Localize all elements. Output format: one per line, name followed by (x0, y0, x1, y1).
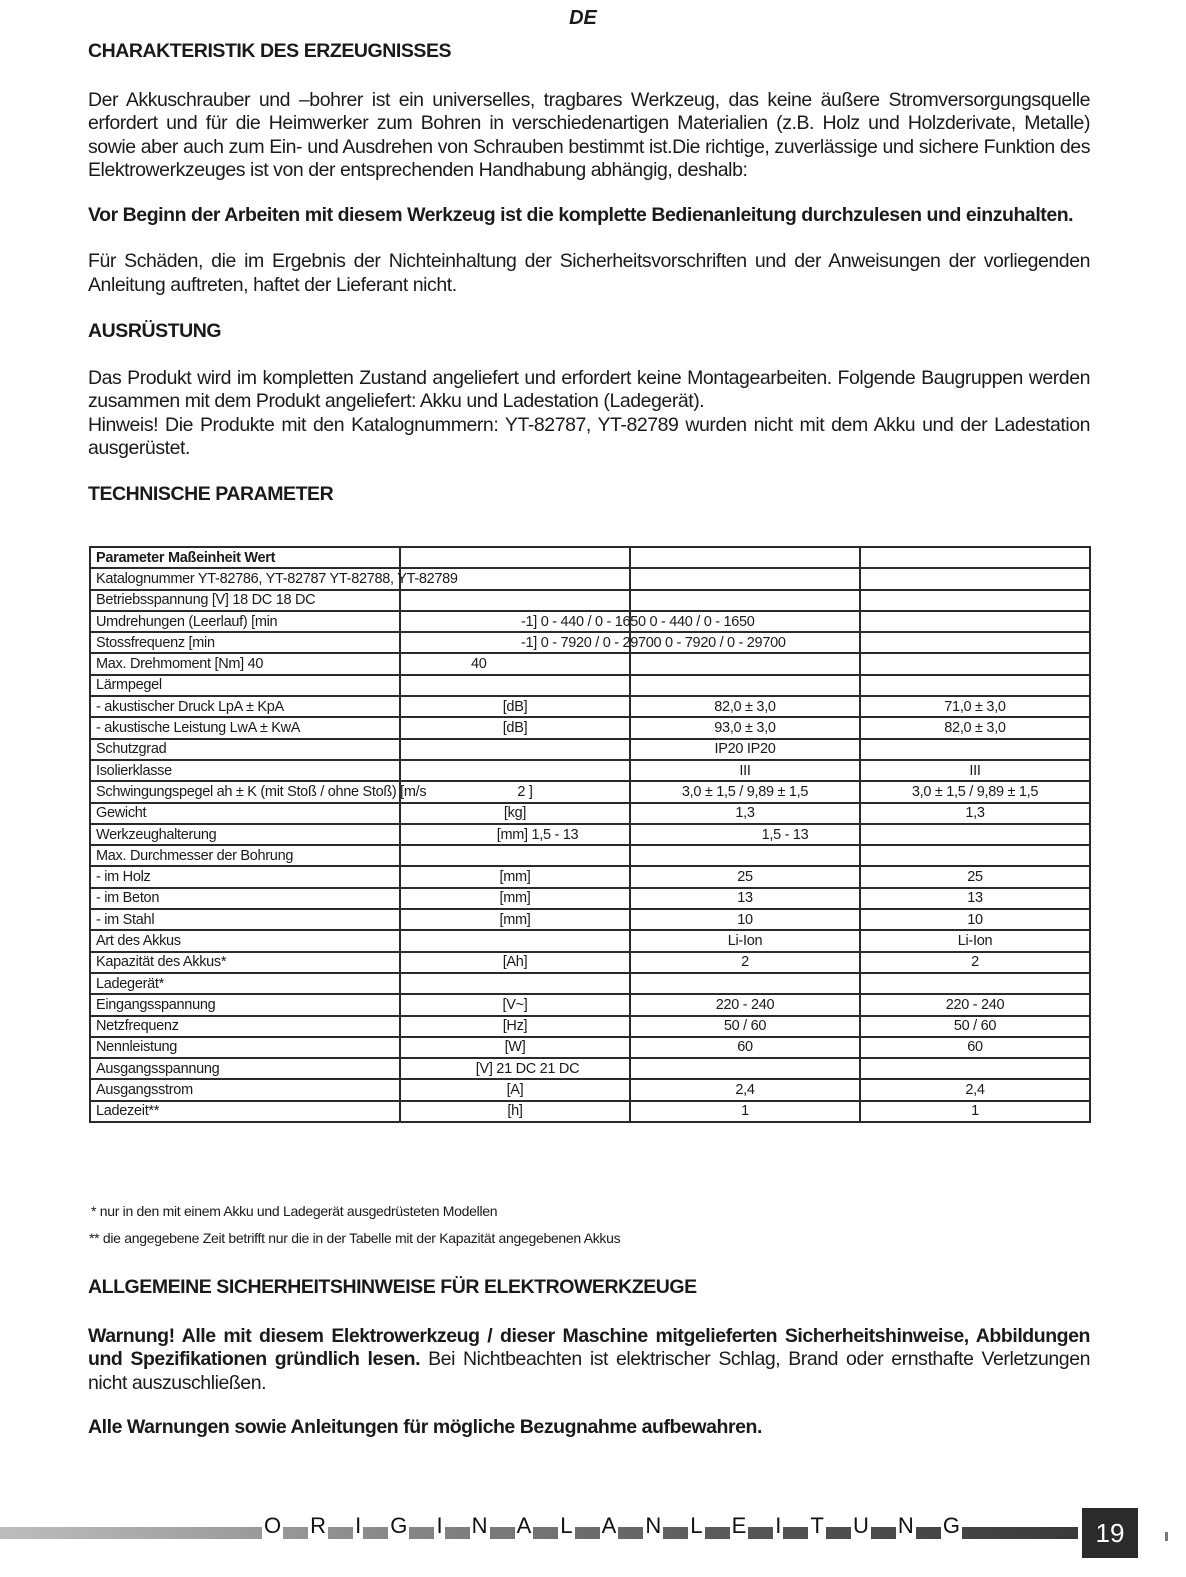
table-row: Isolierklasse III III (90, 760, 1090, 781)
table-row (90, 568, 1090, 589)
body-content (88, 40, 1090, 506)
impact-label: Stossfrequenz [min (90, 632, 400, 653)
table-row (90, 547, 1090, 568)
table-row (90, 590, 1090, 611)
table-header-cell: Parameter Maßeinheit Wert (90, 547, 400, 568)
language-tag: DE (569, 7, 597, 29)
footer-letter: E (731, 1513, 747, 1538)
torque-label: Max. Drehmoment [Nm] 40 (90, 653, 400, 674)
table-row: Eingangsspannung [V~] 220 - 240 220 - 240 (90, 994, 1090, 1015)
heading-characteristics: CHARAKTERISTIK DES ERZEUGNISSES (88, 40, 452, 62)
table-row: - im Stahl [mm] 10 10 (90, 909, 1090, 930)
table-row: Schwingungspegel ah ± K (mit Stoß / ohne Stoß) [m/s 2 ] 3,0 ± 1,5 / 9,89 ± 1,5 3,0 ± 1,5 / 9,89 ± 1,5 (90, 781, 1090, 802)
table-row: Max. Durchmesser der Bohrung (90, 845, 1090, 866)
footer-letter: N (471, 1513, 488, 1538)
footer-letter: R (310, 1513, 327, 1538)
table-row: - im Holz [mm] 25 25 (90, 866, 1090, 887)
table-row: Werkzeughalterung [mm] 1,5 - 13 1,5 - 13 (90, 824, 1090, 845)
safety-warning-bold: Warnung! Alle mit diesem Elektrowerkzeug / dieser Maschine mitgelieferten Sicherheitshinweise, Abbildungen und Spezifikationen gründlich lesen. (88, 1324, 1090, 1370)
liability-paragraph: Für Schäden, die im Ergebnis der Nichteinhaltung der Sicherheitsvorschriften und der Anweisungen der vorliegenden Anleitung auftreten, haftet der Lieferant nicht. (88, 250, 1090, 296)
safety-warning-rest: Bei Nichtbeachten ist elektrischer Schlag, Brand oder ernsthafte Verletzungen nicht auszuschließen. (88, 1348, 1090, 1394)
table-row (90, 611, 1090, 632)
impact-values: -1] 0 - 7920 / 0 - 29700 0 - 7920 / 0 - 29700 (521, 634, 786, 651)
keep-instructions-note: Alle Warnungen sowie Anleitungen für mögliche Bezugnahme aufbewahren. (88, 1416, 762, 1438)
safety-content (88, 1276, 1090, 1440)
table-row: Ausgangsspannung [V] 21 DC 21 DC (90, 1058, 1090, 1079)
catalog-row: Katalognummer YT-82786, YT-82787 YT-82788, YT-82789 (90, 568, 400, 589)
footer-letter: A (516, 1513, 532, 1538)
torque-value: 40 (400, 653, 630, 674)
safety-warning (88, 1325, 1090, 1396)
footer-letter: I (775, 1513, 782, 1538)
footer-letter: T (810, 1513, 824, 1538)
edge-mark (1165, 1532, 1168, 1541)
table-row (90, 675, 1090, 696)
table-row: Netzfrequenz [Hz] 50 / 60 50 / 60 (90, 1016, 1090, 1037)
speed-values: -1] 0 - 440 / 0 - 1650 0 - 440 / 0 - 1650 (521, 613, 755, 630)
table-row: - akustische Leistung LwA ± KwA [dB] 93,0 ± 3,0 82,0 ± 3,0 (90, 717, 1090, 738)
footer-letter: G (390, 1513, 408, 1538)
equipment-paragraph: Das Produkt wird im kompletten Zustand angeliefert und erfordert keine Montagearbeiten. Folgende Baugruppen werden zusammen mit dem Produkt angeliefert: Akku und Ladestation (Ladegerät). (88, 366, 1090, 412)
table-row: Art des Akkus Li-Ion Li-Ion (90, 930, 1090, 951)
footer-original-manual-text (262, 1513, 962, 1539)
noise-label: Lärmpegel (90, 675, 400, 696)
table-row (90, 632, 1090, 653)
characteristics-paragraph: Der Akkuschrauber und –bohrer ist ein universelles, tragbares Werkzeug, das keine äußere Stromversorgungsquelle erfordert und für die Heimwerker zum Bohren in verschiedenartigen Materialien (z.B. Holz und Holzderivate, Metalle) sowie aber auch zum Ein- und Ausdrehen von Schrauben bestimmt ist.Die richtige, zuverlässige und sichere Funktion des Elektrowerkzeuges ist von der entsprechenden Handhabung abhängig, deshalb: (88, 88, 1090, 181)
footnote-battery: * nur in den mit einem Akku und Ladegerät ausgedrüsteten Modellen (91, 1203, 498, 1219)
table-row: - im Beton [mm] 13 13 (90, 888, 1090, 909)
table-row: Ausgangsstrom [A] 2,4 2,4 (90, 1079, 1090, 1100)
speed-label: Umdrehungen (Leerlauf) [min (90, 611, 400, 632)
equipment-note: Hinweis! Die Produkte mit den Katalognummern: YT-82787, YT-82789 wurden nicht mit dem Akku und der Ladestation ausgerüstet. (88, 413, 1090, 459)
footer-letter: N (897, 1513, 914, 1538)
page-number: 19 (1082, 1508, 1138, 1558)
technical-parameters-table (89, 546, 1091, 1123)
footer-letter: L (560, 1513, 573, 1538)
footer-letter: U (852, 1513, 869, 1538)
table-row: Gewicht [kg] 1,3 1,3 (90, 803, 1090, 824)
protection-value: IP20 IP20 (630, 739, 860, 760)
heading-equipment: AUSRÜSTUNG (88, 320, 222, 342)
table-row: - akustischer Druck LpA ± KpA [dB] 82,0 ± 3,0 71,0 ± 3,0 (90, 696, 1090, 717)
table-row: Nennleistung [W] 60 60 (90, 1037, 1090, 1058)
footer-letter: L (690, 1513, 703, 1538)
table-row: Ladezeit** [h] 1 1 (90, 1101, 1090, 1122)
footer-letter: N (645, 1513, 662, 1538)
heading-safety: ALLGEMEINE SICHERHEITSHINWEISE FÜR ELEKTROWERKZEUGE (88, 1276, 697, 1298)
footer-letter: I (355, 1513, 362, 1538)
footnote-charge-time: ** die angegebene Zeit betrifft nur die in der Tabelle mit der Kapazität angegebenen Akkus (89, 1230, 621, 1246)
table-row: Schutzgrad IP20 IP20 (90, 739, 1090, 760)
table-row: Kapazität des Akkus* [Ah] 2 2 (90, 952, 1090, 973)
footer-letter: A (601, 1513, 617, 1538)
footer-letter: I (436, 1513, 443, 1538)
read-manual-note: Vor Beginn der Arbeiten mit diesem Werkzeug ist die komplette Bedienanleitung durchzulesen und einzuhalten. (88, 203, 1074, 226)
voltage-row: Betriebsspannung [V] 18 DC 18 DC (90, 590, 400, 611)
table-row (90, 653, 1090, 674)
heading-technical: TECHNISCHE PARAMETER (88, 482, 334, 505)
footer-letter: O (264, 1513, 282, 1538)
footer-letter: G (942, 1513, 960, 1538)
table-row: Ladegerät* (90, 973, 1090, 994)
